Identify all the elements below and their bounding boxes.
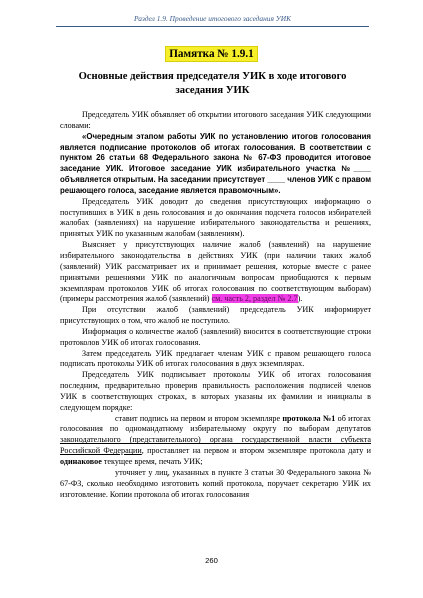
paragraph-complaints-check <box>60 240 371 305</box>
paragraph-text: ). <box>297 294 303 304</box>
main-title: Основные действия председателя УИК в ходе итогового заседания УИК <box>78 71 347 96</box>
protocol-number: протокола №1 <box>282 413 336 423</box>
paragraph-complaints-count: Информация о количестве жалоб (заявлений) вносится в соответствующие строки протоколов УИК об итогах голосования. <box>60 326 371 347</box>
memo-title: Памятка № 1.9.1 <box>165 46 258 62</box>
paragraph-text: текущее время, печать УИК; <box>101 457 203 466</box>
paragraph-sign-proposal: Затем председатель УИК предлагает членам УИК с правом решающего голоса подписать протоколы УИК об итогах голосования в двух экземплярах. <box>60 348 371 369</box>
paragraph-text: об итогах голосования по одномандатному избирательному округу по выборам депутатов <box>60 413 371 434</box>
document-body <box>60 110 371 500</box>
paragraph-chair-signs: Председатель УИК подписывает протоколы УИК об итогах голосования последним, предварительно проверив правильность расположения подписей членов УИК в соответствующих строках, в которых указаны их фамилии и инициалы в следующем порядке: <box>60 370 371 412</box>
cross-reference-link[interactable]: см. часть 2, раздел № 2.7 <box>211 294 298 304</box>
running-header: Раздел 1.9. Проведение итогового заседания УИК <box>56 14 369 27</box>
same-time-emphasis: одинаковое <box>60 457 102 466</box>
paragraph-opening: Председатель УИК объявляет об открытии итогового заседания УИК следующими словами: <box>60 110 371 130</box>
memo-title-container <box>0 44 423 62</box>
paragraph-copies: уточняет у лиц, указанных в пункте 3 статьи 30 Федерального закона № 67-ФЗ, сколько необходимо изготовить копий протокола, поручает секретарю УИК их изготовление. Копии протокола об итогах голосования <box>60 467 371 499</box>
paragraph-text: ставит подпись на первом и втором экземпляре <box>115 413 283 423</box>
paragraph-text: , проставляет на первом и втором экземпляре протокола дату и <box>141 446 371 456</box>
opening-quote: «Очередным этапом работы УИК по установлению итогов голосования является подписание протоколов об итогах голосования. В соответствии с пунктом 26 статьи 68 Федерального закона № 67-ФЗ проводится итоговое заседание УИК. Итоговое заседание УИК избирательного участка №____ объявляется открытым. На заседании присутствует ____ членов УИК с правом решающего голоса, заседание является правомочным». <box>60 131 371 195</box>
paragraph-signature-order <box>60 414 371 468</box>
paragraph-text: Выясняет у присутствующих наличие жалоб (заявлений) на нарушение избирательного законодательства в действиях УИК (при наличии таких жалоб (заявлений) УИК рассматривает их и принимает решения, которые вместе с ранее принятыми решениями УИК по аналогичным вопросам приобщаются к первым экземплярам протоколов УИК об итогах голосования по соответствующим выборам) (примеры рассмотрения жалоб (заявлений) <box>60 240 371 304</box>
page-number: 260 <box>205 556 218 565</box>
paragraph-no-complaints: При отсутствии жалоб (заявлений) председатель УИК информирует присутствующих о том, что жалоб не поступило. <box>60 305 371 326</box>
legislative-body-name: законодательного (представительного) органа государственной власти субъекта Российской Федерации <box>60 435 371 456</box>
paragraph-complaints-info: Председатель УИК доводит до сведения присутствующих информацию о поступивших в УИК в день голосования и до окончания подсчета голосов избирателей жалобах (заявлениях) на нарушение избирательного законодательства и решениях, принятых УИК по указанным жалобам (заявлениям). <box>60 196 371 239</box>
